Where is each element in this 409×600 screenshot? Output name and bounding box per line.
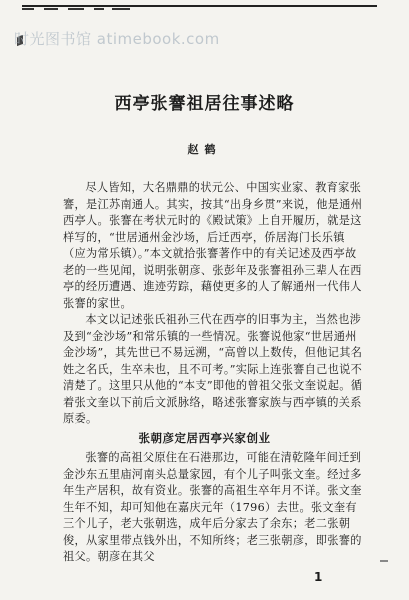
article-author: 赵鹤	[187, 143, 222, 156]
scan-artifact	[380, 560, 388, 562]
section-body	[63, 450, 363, 566]
watermark: 时光图书馆 atimebook.com	[14, 30, 220, 48]
article-title: 西亭张謇祖居往事述略	[114, 94, 295, 114]
top-border-line	[22, 5, 377, 7]
paragraph: 本文以记述张氏祖孙三代在西亭的旧事为主，当然也涉及到“金沙场”和常乐镇的一些情况。张謇说他家“世居通州金沙场”，其先世已不易远溯，“高曾以上数传，但他记其名姓之名氏，生卒未也，且不可考。”实际上连张謇自己也说不清楚了。这里只从他的“本支”即他的曾祖父张文奎说起。循着张文奎以下前后文派脉络，略述张謇家族与西亭镇的关系原委。	[63, 313, 363, 425]
paragraph: 张謇的高祖父原住在石港那边，可能在清乾隆年间迁到金沙东五里庙河南头总量家园，有个儿子叫张文奎。经过多年生产居积，故有资业。张謇的高祖生卒年月不详。张文奎生年不知，却可知他在嘉庆元年（1796）去世。张文奎有三个儿子，老大张朝选，成年后分家去了余东；老二张朝俊，从家里带点钱外出，不知所终；老三张朝彦，即张謇的祖父。朝彦在其父	[63, 451, 362, 563]
intro-body	[63, 180, 363, 428]
page-number: 1	[314, 570, 323, 584]
paragraph: 尽人皆知，大名鼎鼎的状元公、中国实业家、教育家张謇，是江苏南通人。其实，按其“出身乡贯”来说，他是通州西亭人。张謇在考状元时的《殿试策》上自开履历，就是这样写的，“世居通州金沙场，后迁西亭，侨居海门长乐镇（应为常乐镇）。”本文就拾张謇著作中的有关记述及西亭故老的一些见闻，说明张朝彦、张彭年及张謇祖孙三辈人在西亭的经历遭遇、進迹劳踪，藉使更多的人了解通州一代伟人张謇的家世。	[63, 181, 363, 310]
section-heading: 张朝彦定居西亭兴家创业	[138, 431, 271, 445]
